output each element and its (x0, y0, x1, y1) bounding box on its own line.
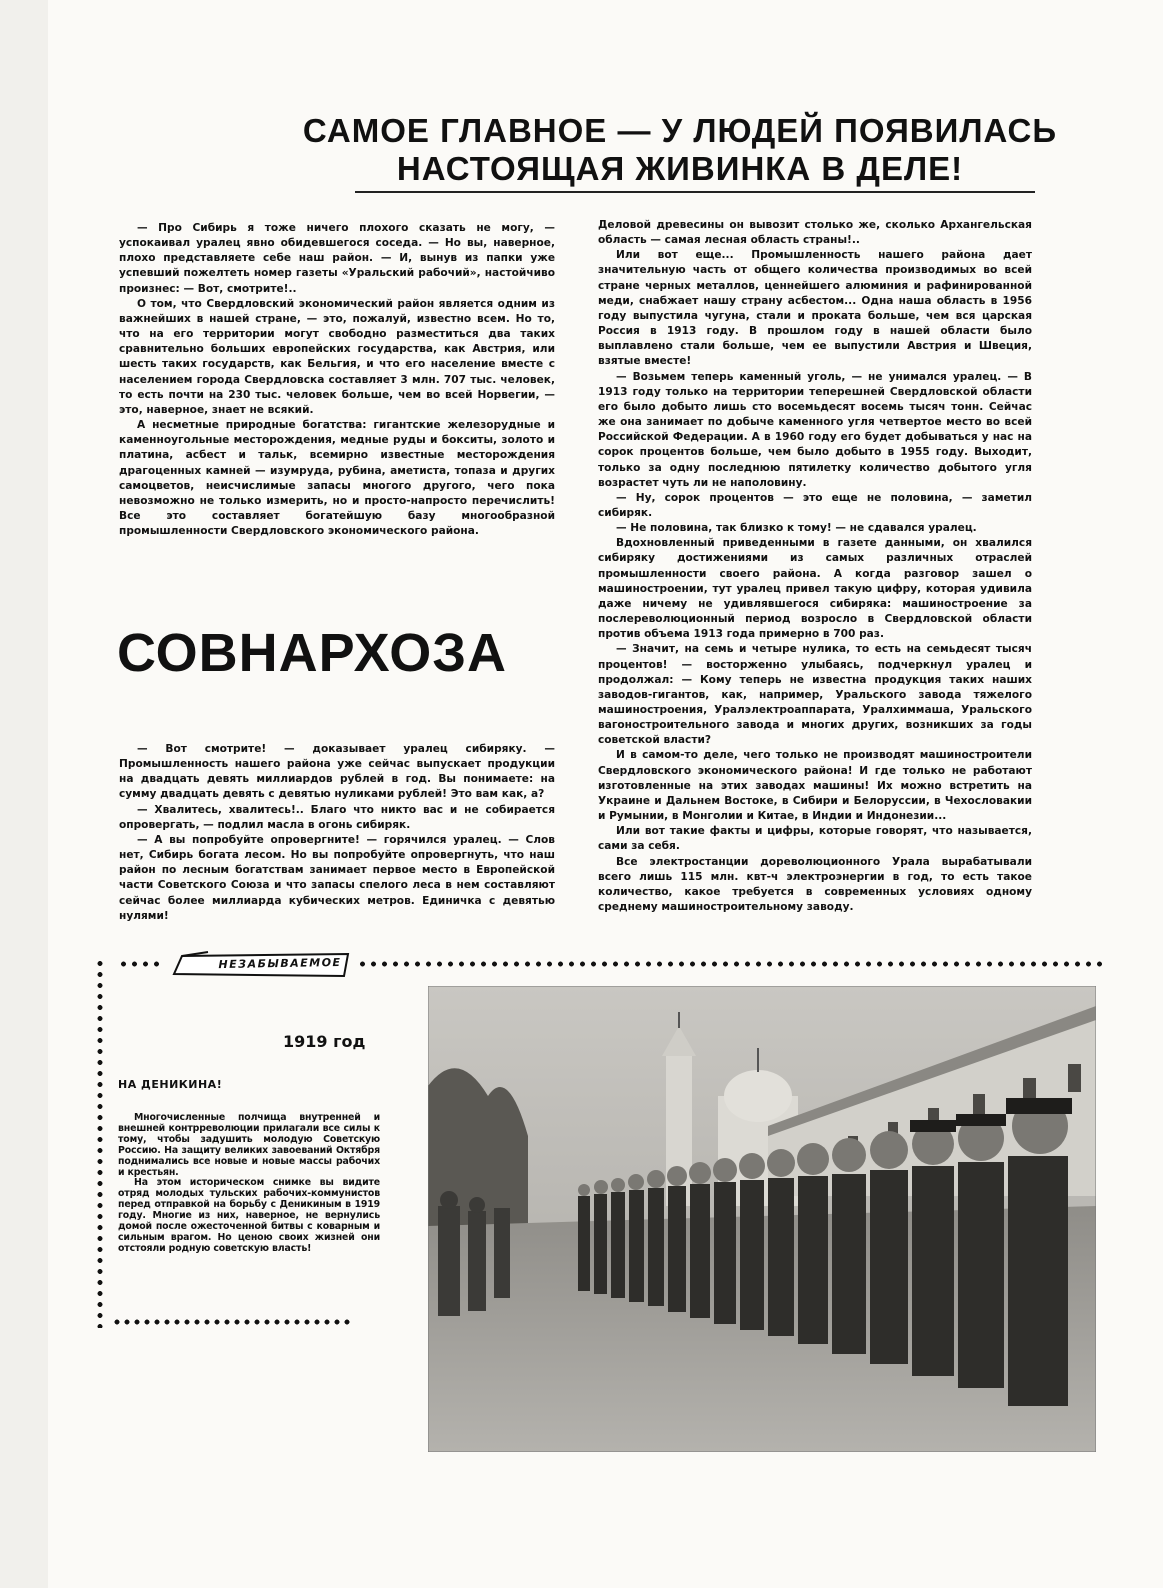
paragraph: — Вот смотрите! — доказывает уралец сибиряку. — Промышленность нашего района уже сейчас выпускает продукции на двадцать девять миллиардов рублей в год. Вы понимаете: на сумму двадцать девять с девятью нуликами рублей! Это вам как, а? (119, 743, 555, 801)
paragraph: Или вот еще... Промышленность нашего района дает значительную часть от общего количества производимых во всей стране черных металлов, ценнейшего алюминия и рафинированной меди, снабжает нашу страну асбестом... Одна наша область в 1956 году выпустила чугуна, стали и проката больше, чем вся царская Россия в 1913 году. В прошлом году в нашей области было выплавлено стали больше, чем ее выпустили Австрия и Швеция, взятые вместе! (598, 249, 1032, 368)
paragraph: И в самом-то деле, чего только не производят машиностроители Свердловского экономического района! И где только не работают изготовленные на этих заводах машины! Их можно встретить на Украине и Дальнем Востоке, в Сибири и Белоруссии, в Чехословакии и Румынии, в Монголии и Китае, в Индии и Индонезии... (598, 749, 1032, 823)
column-left-bottom (119, 742, 555, 924)
sidebar-text (118, 1113, 380, 1255)
paragraph: Или вот такие факты и цифры, которые говорят, что называется, сами за себя. (598, 825, 1032, 853)
paragraph: — Про Сибирь я тоже ничего плохого сказать не могу, — успокаивал уралец явно обидевшегося соседа. — Но вы, наверное, плохо представляете себе наш район. — И, вынув из папки уже успевший пожелтеть номер газеты «Уральский рабочий», настойчиво произнес: — Вот, смотрите!.. (119, 222, 555, 295)
column-left-top (119, 221, 555, 539)
headline-rule (355, 191, 1035, 193)
article-headline (300, 112, 1060, 188)
sidebar-year: 1919 год (283, 1032, 366, 1051)
paragraph: — Хвалитесь, хвалитесь!.. Благо что никто вас и не собирается опровергать, — подлил масла в огонь сибиряк. (119, 803, 555, 831)
paragraph: Вдохновленный приведенными в газете данными, он хвалился сибиряку достижениями из самых различных отраслей промышленности своего района. А когда разговор зашел о машиностроении, тут уралец привел такую цифру, которая удивила даже ничему не удивлявшегося сибиряка: машиностроение за послереволюционный период возросло в Свердловской области против объема 1913 года примерно в 700 раз. (598, 537, 1032, 641)
section-title: СОВНАРХОЗА (117, 623, 508, 683)
paragraph: — Возьмем теперь каменный уголь, — не унимался уралец. — В 1913 году только на территории теперешней Свердловской области его было добыто лишь сто восемьдесят восемь тысяч тонн. Сейчас же она занимает по добыче каменного угля четвертое место во всей Российской Федерации. А в 1960 году его будет добываться у нас на сорок процентов больше, чем было добыто в 1955 году. Выходит, только за одну последнюю пятилетку количество добытого угля возрастет чуть ли не наполовину. (598, 370, 1032, 489)
paragraph: Все электростанции дореволюционного Урала вырабатывали всего лишь 115 млн. квт-ч электроэнергии в год, то есть такое количество, какое требуется в современных условиях одному среднему машиностроительному заводу. (598, 855, 1032, 914)
paragraph: — Ну, сорок процентов — это еще не половина, — заметил сибиряк. (598, 491, 1032, 519)
column-right (598, 218, 1032, 915)
paragraph: На этом историческом снимке вы видите отряд молодых тульских рабочих-коммунистов перед отправкой на борьбу с Деникиным в 1919 году. Многие из них, наверное, не вернулись домой после ожесточенной битвы с коварным и сильным врагом. Но ценою своих жизней они отстояли родную советскую власть! (118, 1177, 380, 1254)
headline-line-1: САМОЕ ГЛАВНОЕ — У ЛЮДЕЙ ПОЯВИЛАСЬ (302, 112, 1058, 149)
historical-photo (428, 986, 1096, 1452)
paragraph: О том, что Свердловский экономический район является одним из важнейших в нашей стране, — это, пожалуй, известно всем. Но то, что на его территории могут свободно разместиться два таких сравнительно больших европейских государства, как Австрия, или шесть таких государств, как Бельгия, и что его население вместе с населением города Свердловска составляет 3 млн. 707 тыс. человек, то есть почти на 230 тыс. человек больше, чем во всей Норвегии, — это, наверное, знает не всякий. (119, 297, 555, 416)
dotted-border-bottom (112, 1318, 352, 1326)
paragraph: — Не половина, так близко к тому! — не сдавался уралец. (616, 522, 977, 535)
sidebar-heading: НА ДЕНИКИНА! (118, 1078, 223, 1091)
paragraph: Многочисленные полчища внутренней и внешней контрреволюции прилагали все силы к тому, чтобы задушить молодую Советскую Россию. На защиту великих завоеваний Октября поднимались все новые и новые массы рабочих и крестьян. (118, 1112, 380, 1178)
paragraph: — А вы попробуйте опровергните! — горячился уралец. — Слов нет, Сибирь богата лесом. Но вы попробуйте опровергнуть, что наш район по лесным богатствам занимает первое место в Европейской части Советского Союза и что запасы спелого леса в нем составляют сейчас более миллиарда кубических метров. Единичка с девятью нулями! (119, 833, 555, 922)
paragraph: — Значит, на семь и четыре нулика, то есть на семьдесят тысяч процентов! — восторженно улыбаясь, подчеркнул уралец и продолжал: — Кому теперь не известна продукция таких наших заводов-гигантов, как, например, Уральского завода тяжелого машиностроения, Уралэлектроаппарата, Уралхиммаша, Уральского вагоностроительного завода и многих других, возникших за годы советской власти? (598, 643, 1032, 747)
dotted-border-top (357, 960, 1103, 968)
headline-line-2: НАСТОЯЩАЯ ЖИВИНКА В ДЕЛЕ! (396, 150, 964, 187)
page-margin-strip (0, 0, 48, 1588)
tag-label: НЕЗАБЫВАЕМОЕ (218, 955, 342, 972)
dotted-border-left (96, 958, 104, 1328)
paragraph: А несметные природные богатства: гигантские железорудные и каменноугольные месторождения, медные руды и бокситы, золото и платина, асбест и тальк, всемирно известные месторождения драгоценных камней — изумруда, рубина, аметиста, топаза и других самоцветов, неисчислимые запасы многого другого, чего пока невозможно не только измерить, но и просто-напросто перечислить! Все это составляет богатейшую базу многообразной промышленности Свердловского экономического района. (119, 419, 555, 538)
dotted-border-top-left (118, 960, 162, 968)
paragraph: Деловой древесины он вывозит столько же, сколько Архангельская область — самая лесная область страны!.. (598, 219, 1032, 247)
